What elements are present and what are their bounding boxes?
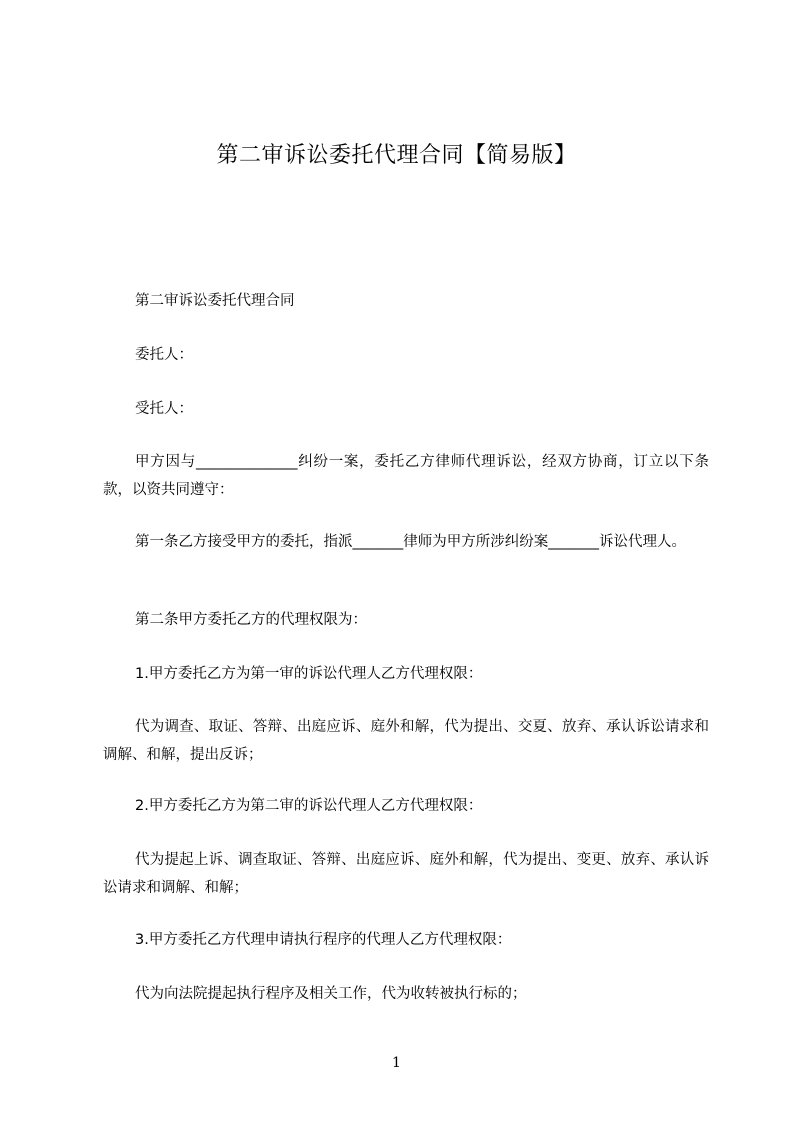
paragraph-item-1: 1.甲方委托乙方为第一审的诉讼代理人乙方代理权限： (135, 666, 483, 682)
page-number: 1 (392, 1055, 401, 1071)
document-title: 第二审诉讼委托代理合同【简易版】 (216, 143, 577, 168)
paragraph-item-2: 2.甲方委托乙方为第二审的诉讼代理人乙方代理权限： (135, 798, 483, 814)
paragraph-item-3: 3.甲方委托乙方代理申请执行程序的代理人乙方代理权限： (135, 932, 512, 948)
paragraph-article-2: 第二条甲方委托乙方的代理权限为： (135, 612, 367, 628)
paragraph-item-2-scope: 代为提起上诉、调查取证、答辩、出庭应诉、庭外和解，代为提出、变更、放弃、承认诉讼请求和调解、和解； (103, 852, 709, 896)
paragraph-item-1-scope: 代为调查、取证、答辩、出庭应诉、庭外和解，代为提出、交夏、放弃、承认诉讼请求和调解、和解，提出反诉； (103, 719, 709, 763)
paragraph-contract-name: 第二审诉讼委托代理合同 (135, 293, 295, 309)
paragraph-article-1: 第一条乙方接受甲方的委托，指派_______律师为甲方所涉纠纷案_______诉讼代理人。 (135, 534, 686, 550)
paragraph-preamble: 甲方因与______________纠纷一案，委托乙方律师代理诉讼，经双方协商，订立以下条款，以资共同遵守： (103, 454, 709, 498)
paragraph-item-3-scope: 代为向法院提起执行程序及相关工作，代为收转被执行标的； (135, 986, 527, 1002)
paragraph-principal: 委托人： (135, 347, 193, 363)
paragraph-agent: 受托人： (135, 401, 193, 417)
